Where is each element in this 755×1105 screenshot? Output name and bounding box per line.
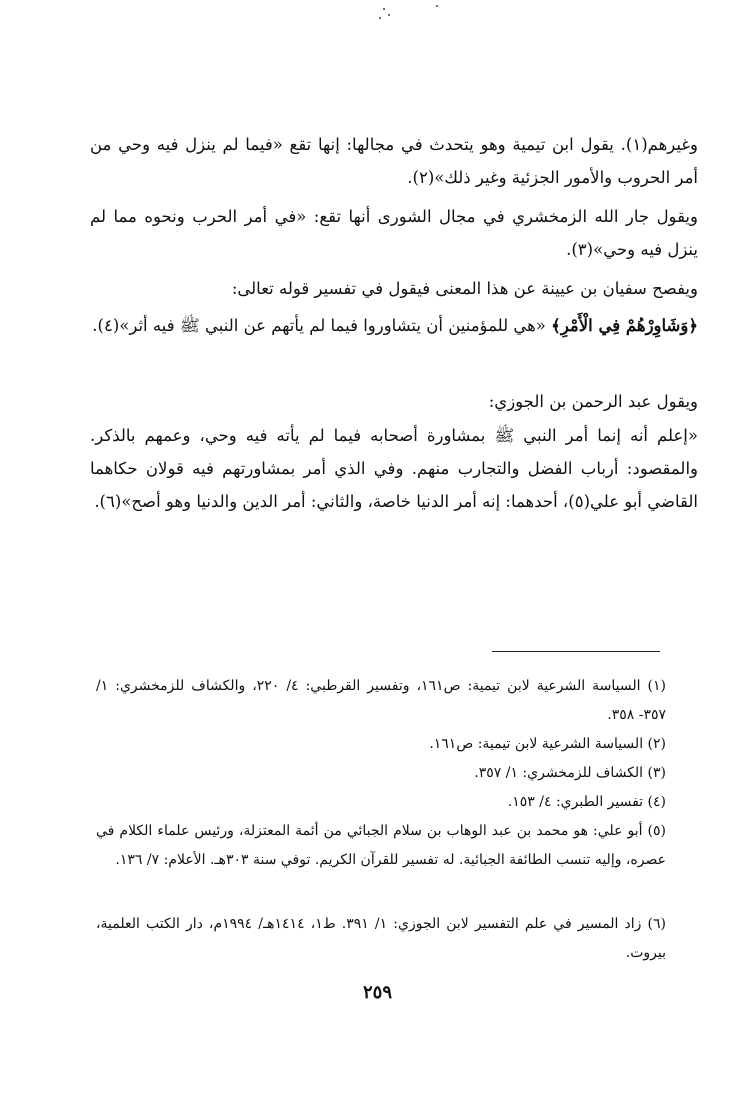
- page-number: ٢٥٩: [362, 982, 392, 1003]
- footnote-separator: [492, 651, 660, 652]
- footnote-4: (٤) تفسير الطبري: ٤/ ١٥٣.: [507, 794, 666, 810]
- scan-speck: [436, 5, 438, 7]
- paragraph-sufyan-intro: ويفصح سفيان بن عيينة عن هذا المعنى فيقول في تفسير قوله تعالى:: [231, 279, 698, 298]
- scan-speck: [388, 14, 390, 16]
- footnote-5: (٥) أبو علي: هو محمد بن عبد الوهاب بن سلام الجبائي من أئمة المعتزلة، ورئيس علماء الكلام في عصره، وإليه تنسب الطائفة الجبائية. له تفسير للقرآن الكريم. توفي سنة ٣٠٣هـ. الأعلام: ٧/ ١٣٦.: [96, 823, 666, 868]
- quran-verse: ﴿وَشَاوِرْهُمْ فِي الْأَمْرِ﴾: [551, 316, 698, 335]
- scan-speck: [383, 8, 385, 10]
- paragraph-ibn-taymiyya: وغيرهم(١). يقول ابن تيمية وهو يتحدث في مجالها: إنها تقع «فيما لم ينزل فيه وحي من أمر الحروب والأمور الجزئية وغير ذلك»(٢).: [90, 135, 698, 187]
- paragraph-ibn-jawzi-intro: ويقول عبد الرحمن بن الجوزي:: [488, 392, 698, 411]
- footnote-3: (٣) الكشاف للزمخشري: ١/ ٣٥٧.: [474, 765, 666, 781]
- scan-speck: [379, 17, 381, 19]
- verse-commentary-text: «هي للمؤمنين أن يتشاوروا فيما لم يأتهم عن النبي ﷺ فيه أثر»(٤).: [92, 316, 552, 335]
- footnote-1: (١) السياسة الشرعية لابن تيمية: ص١٦١، وتفسير القرطبي: ٤/ ٢٢٠، والكشاف للزمخشري: ١/ ٣٥٧- ٣٥٨.: [96, 678, 666, 723]
- footnote-2: (٢) السياسة الشرعية لابن تيمية: ص١٦١.: [429, 736, 666, 752]
- paragraph-ibn-jawzi-quote: «إعلم أنه إنما أمر النبي ﷺ بمشاورة أصحابه فيما لم يأته فيه وحي، وعمهم بالذكر. والمقصود: أرباب الفضل والتجارب منهم. وفي الذي أمر بمشاورتهم فيه قولان حكاهما القاضي أبو علي(٥)، أحدهما: إنه أمر الدنيا خاصة، والثاني: أمر الدين والدنيا وهو أصح»(٦).: [90, 426, 698, 511]
- footnote-6: (٦) زاد المسير في علم التفسير لابن الجوزي: ١/ ٣٩١. ط١، ١٤١٤هـ/ ١٩٩٤م، دار الكتب العلمية، بيروت.: [96, 916, 666, 961]
- paragraph-verse-commentary: [90, 309, 698, 342]
- paragraph-zamakhshari: ويقول جار الله الزمخشري في مجال الشورى أنها تقع: «في أمر الحرب ونحوه مما لم ينزل فيه وحي»(٣).: [90, 207, 698, 259]
